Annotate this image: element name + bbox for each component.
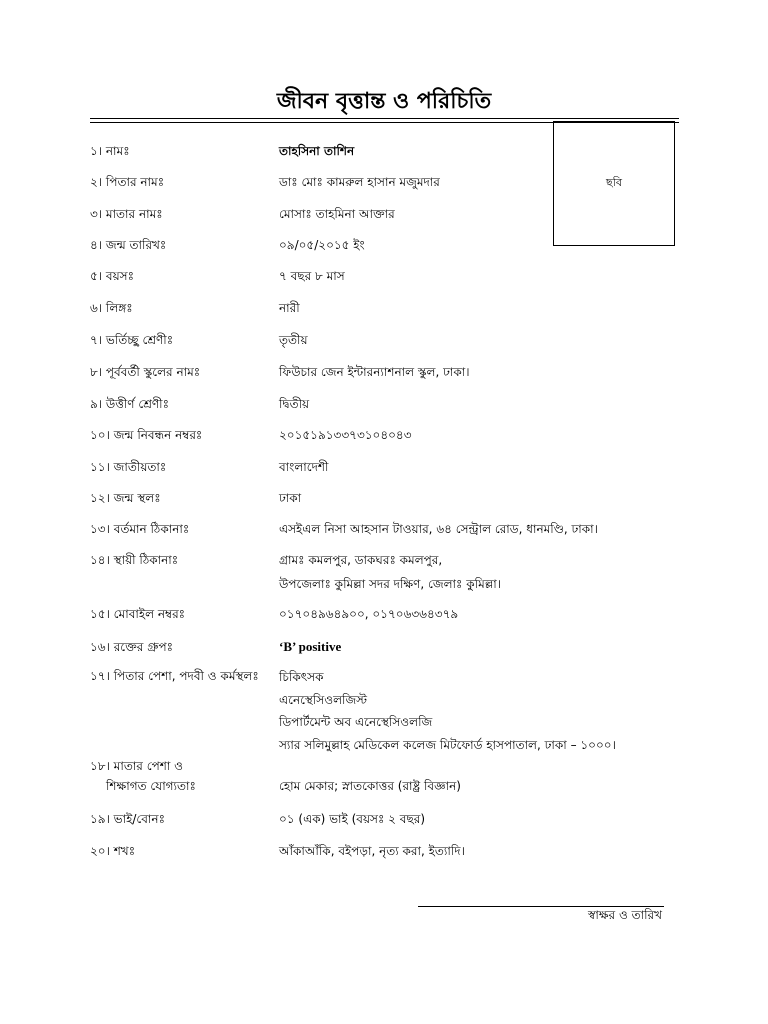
field-value: ফিউচার জেন ইন্টারন্যাশনাল স্কুল, ঢাকা। — [279, 365, 470, 379]
photo-placeholder — [553, 121, 675, 246]
field-label: ২। পিতার নামঃ — [90, 175, 165, 189]
field-value: আঁকাআঁকি, বইপড়া, নৃত্য করা, ইত্যাদি। — [279, 844, 465, 858]
value-line: স্যার সলিমুল্লাহ মেডিকেল কলেজ মিটফোর্ড হাসপাতাল, ঢাকা – ১০০০। — [279, 737, 616, 752]
field-label: ১৫। মোবাইল নম্বরঃ — [90, 607, 186, 621]
field-label — [90, 756, 196, 796]
value-line: চিকিৎসক — [279, 670, 324, 684]
field-label: ৪। জন্ম তারিখঃ — [90, 238, 167, 252]
field-label: ১২। জন্ম স্থলঃ — [90, 491, 161, 505]
field-value: ২০১৫১৯১৩৩৭৩১০৪০৪৩ — [279, 428, 412, 442]
signature-label: স্বাক্ষর ও তারিখ — [588, 908, 662, 922]
field-label: ৮। পূর্ববর্তী স্কুলের নামঃ — [90, 365, 201, 379]
field-label: ১৪। স্থায়ী ঠিকানাঃ — [90, 553, 179, 567]
field-label: ১৯। ভাই/বোনঃ — [90, 812, 165, 826]
field-value: বাংলাদেশী — [279, 460, 329, 474]
label-line: শিক্ষাগত যোগ্যতাঃ — [106, 779, 196, 793]
value-line: ডিপার্টমেন্ট অব এনেস্থেসিওলজি — [279, 715, 433, 729]
field-value: ০৯/০৫/২০১৫ ইং — [279, 238, 365, 252]
field-value: এসইএল নিসা আহসান টাওয়ার, ৬৪ সেন্ট্রাল রোড, ধানমণ্ডি, ঢাকা। — [279, 522, 598, 536]
field-value: ০১৭০৪৯৬৪৯০০, ০১৭০৬৩৬৪৩৭৯ — [279, 607, 459, 621]
field-label: ১৭। পিতার পেশা, পদবী ও কর্মস্থলঃ — [90, 669, 259, 683]
field-label: ১৬। রক্তের গ্রুপঃ — [90, 640, 174, 654]
photo-label: ছবি — [606, 176, 622, 189]
field-value: ডাঃ মোঃ কামরুল হাসান মজুমদার — [279, 175, 440, 189]
field-value: দ্বিতীয় — [279, 397, 310, 411]
field-value — [279, 666, 616, 756]
field-value: নারী — [279, 301, 300, 315]
field-label: ৫। বয়সঃ — [90, 269, 134, 283]
field-label: ৩। মাতার নামঃ — [90, 207, 163, 221]
value-line: উপজেলাঃ কুমিল্লা সদর দক্ষিণ, জেলাঃ কুমিল্লা। — [279, 577, 502, 591]
value-line: গ্রামঃ কমলপুর, ডাকঘরঃ কমলপুর, — [279, 553, 443, 567]
value-line: এনেস্থেসিওলজিস্ট — [279, 692, 368, 707]
page-title: জীবন বৃত্তান্ত ও পরিচিতি — [276, 89, 492, 114]
field-label: ৬। লিঙ্গঃ — [90, 301, 133, 315]
label-line: ১৮। মাতার পেশা ও — [90, 759, 183, 773]
field-value: তাহসিনা তাশিন — [279, 144, 355, 158]
field-value — [279, 550, 501, 594]
field-value: ০১ (এক) ভাই (বয়সঃ ২ বছর) — [279, 812, 426, 826]
field-label: ১১। জাতীয়তাঃ — [90, 460, 167, 474]
field-label: ১। নামঃ — [90, 144, 130, 158]
field-value: তৃতীয় — [279, 333, 308, 347]
title-divider-top — [90, 118, 679, 119]
field-value: মোসাঃ তাহমিনা আক্তার — [279, 207, 395, 221]
field-label: ৭। ভর্তিচ্ছু শ্রেণীঃ — [90, 333, 174, 347]
field-value: ঢাকা — [279, 491, 302, 505]
field-label: ২০। শখঃ — [90, 844, 136, 858]
field-value: ৭ বছর ৮ মাস — [279, 269, 345, 283]
field-label: ১৩। বর্তমান ঠিকানাঃ — [90, 522, 190, 536]
field-label: ১০। জন্ম নিবন্ধন নম্বরঃ — [90, 428, 203, 442]
field-label: ৯। উত্তীর্ণ শ্রেণীঃ — [90, 397, 170, 411]
field-value: ‘B’ positive — [279, 639, 342, 654]
field-value: হোম মেকার; স্নাতকোত্তর (রাষ্ট্র বিজ্ঞান) — [279, 779, 461, 793]
